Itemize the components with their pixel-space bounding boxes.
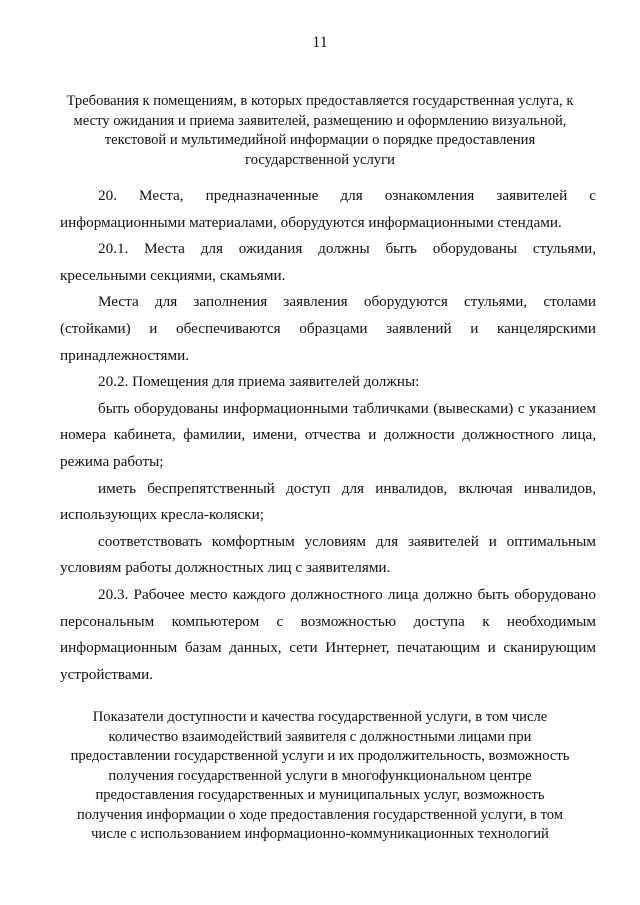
- heading-line: Требования к помещениям, в которых предоставляется государственная услуга, к: [66, 93, 574, 109]
- text-line: 20.1. Места для ожидания должны быть оборудованы стульями,: [98, 240, 596, 258]
- paragraph-20-2: [60, 369, 596, 396]
- text-line: персональным компьютером с возможностью доступа к необходимым: [60, 612, 596, 630]
- text-line: иметь беспрепятственный доступ для инвалидов, включая инвалидов,: [98, 479, 596, 497]
- text-line: 20.2. Помещения для приема заявителей должны:: [98, 373, 420, 391]
- heading-line: получения государственной услуги в многофункциональном центре: [108, 767, 532, 784]
- text-line: информационными материалами, оборудуются информационными стендами.: [60, 213, 562, 231]
- heading-line: числе с использованием информационно-коммуникационных технологий: [91, 826, 549, 842]
- body-text: [60, 183, 596, 688]
- heading-line: месту ожидания и приема заявителей, размещению и оформлению визуальной,: [73, 112, 567, 129]
- text-line: номера кабинета, фамилии, имени, отчества и должности должностного лица,: [60, 426, 596, 444]
- heading-line: получения информации о ходе предоставления государственной услуги, в том: [76, 806, 564, 823]
- text-line: (стойками) и обеспечиваются образцами заявлений и канцелярскими: [60, 319, 596, 337]
- paragraph-info-plates: [60, 396, 596, 476]
- heading-line: Показатели доступности и качества государственной услуги, в том числе: [92, 709, 548, 725]
- page-number: 11: [312, 34, 328, 51]
- paragraph-20-3: [60, 582, 596, 688]
- text-line: быть оборудованы информационными табличками (вывесками) с указанием: [98, 399, 596, 417]
- text-line: устройствами.: [60, 665, 154, 683]
- heading-line: предоставления государственных и муниципальных услуг, возможность: [95, 787, 545, 803]
- heading-line: предоставлении государственной услуги и их продолжительность, возможность: [70, 748, 570, 764]
- paragraph-accessibility: [60, 476, 596, 529]
- heading-line: текстовой и мультимедийной информации о порядке предоставления: [104, 132, 536, 148]
- text-line: информационным базам данных, сети Интернет, печатающим и сканирующим: [60, 639, 596, 657]
- text-line: 20.3. Рабочее место каждого должностного лица должно быть оборудовано: [98, 585, 596, 603]
- text-line: использующих кресла-коляски;: [60, 506, 264, 524]
- text-line: 20. Места, предназначенные для ознакомления заявителей с: [98, 187, 596, 204]
- text-line: принадлежностями.: [60, 346, 190, 364]
- heading-line: количество взаимодействий заявителя с должностными лицами при: [108, 728, 532, 745]
- paragraph-20: [60, 183, 596, 236]
- paragraph-comfort: [60, 529, 596, 582]
- text-line: Места для заполнения заявления оборудуются стульями, столами: [98, 293, 596, 311]
- text-line: соответствовать комфортным условиям для заявителей и оптимальным: [98, 532, 596, 550]
- heading-line: государственной услуги: [245, 151, 395, 168]
- paragraph-20-1: [60, 236, 596, 289]
- section-heading-quality-indicators: [55, 708, 585, 845]
- text-line: условиям работы должностных лиц с заявителями.: [60, 559, 391, 577]
- paragraph-application-places: [60, 289, 596, 369]
- text-line: режима работы;: [60, 452, 164, 470]
- text-line: кресельными секциями, скамьями.: [60, 266, 286, 284]
- section-heading-premises-requirements: [55, 92, 585, 170]
